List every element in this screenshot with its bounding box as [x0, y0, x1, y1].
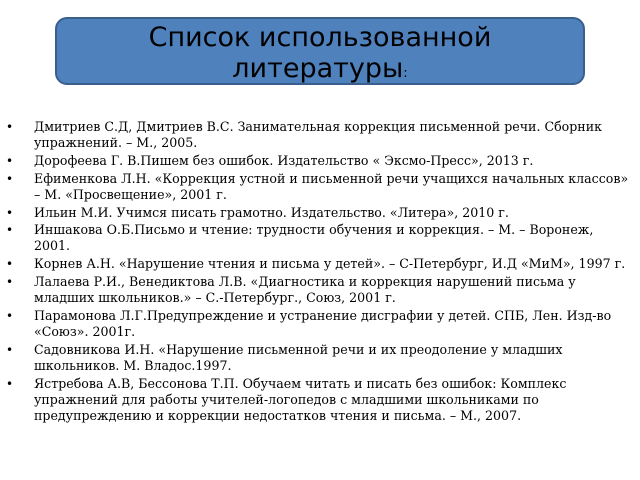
- reference-item: [4, 119, 630, 151]
- reference-item: [4, 342, 630, 374]
- reference-item: [4, 256, 630, 272]
- bullet-icon: •: [6, 153, 14, 168]
- bullet-icon: •: [6, 376, 14, 391]
- reference-text: Дмитриев С.Д, Дмитриев В.С. Занимательная коррекция письменной речи. Сборник упражнений. – М., 2005.: [34, 119, 602, 151]
- reference-text: Дорофеева Г. В.Пишем без ошибок. Издательство « Эксмо-Пресс», 2013 г.: [34, 152, 534, 168]
- reference-item: [4, 376, 630, 425]
- reference-item: [4, 205, 630, 221]
- bullet-icon: •: [6, 274, 14, 289]
- reference-item: [4, 171, 630, 203]
- reference-text: Парамонова Л.Г.Предупреждение и устранение дисграфии у детей. СПБ, Лен. Изд-во «Союз». 2001г.: [34, 307, 612, 339]
- bullet-icon: •: [6, 342, 14, 357]
- reference-text: Лалаева Р.И., Венедиктова Л.В. «Диагностика и коррекция нарушений письма у младших школьников.» – С.-Петербург., Союз, 2001 г.: [34, 273, 576, 306]
- reference-item: [4, 308, 630, 340]
- bullet-icon: •: [6, 308, 14, 323]
- reference-item: [4, 153, 630, 169]
- reference-text: Корнев А.Н. «Нарушение чтения и письма у детей». – С-Петербург, И.Д «МиМ», 1997 г.: [34, 256, 626, 272]
- reference-text: Ильин М.И. Учимся писать грамотно. Издательство. «Литера», 2010 г.: [34, 204, 509, 220]
- reference-list: [4, 119, 630, 426]
- reference-text: Садовникова И.Н. «Нарушение письменной речи и их преодоление у младших школьников. М. Владос.1997.: [34, 341, 563, 373]
- reference-text: Иншакова О.Б.Письмо и чтение: трудности обучения и коррекция. – М. – Воронеж, 2001.: [34, 222, 594, 254]
- bullet-icon: •: [6, 205, 14, 220]
- reference-text: Ефименкова Л.Н. «Коррекция устной и письменной речи учащихся начальных классов» – М. «Просвещение», 2001 г.: [34, 170, 629, 202]
- slide-title-suffix: :: [403, 66, 408, 81]
- bullet-icon: •: [6, 257, 14, 272]
- bullet-icon: •: [6, 223, 14, 238]
- bullet-icon: •: [6, 120, 14, 134]
- reference-item: [4, 222, 630, 254]
- slide-title: Список использованной литературы: [148, 22, 492, 84]
- reference-text: Ястребова А.В, Бессонова Т.П. Обучаем читать и писать без ошибок: Комплекс упражнений для работы учителей-логопедов с младшими школьниками по предупреждению и коррекции недостатков чтения и письма. – М., 2007.: [34, 375, 567, 423]
- reference-item: [4, 274, 630, 306]
- bullet-icon: •: [6, 171, 14, 186]
- slide-title-box: [55, 17, 585, 85]
